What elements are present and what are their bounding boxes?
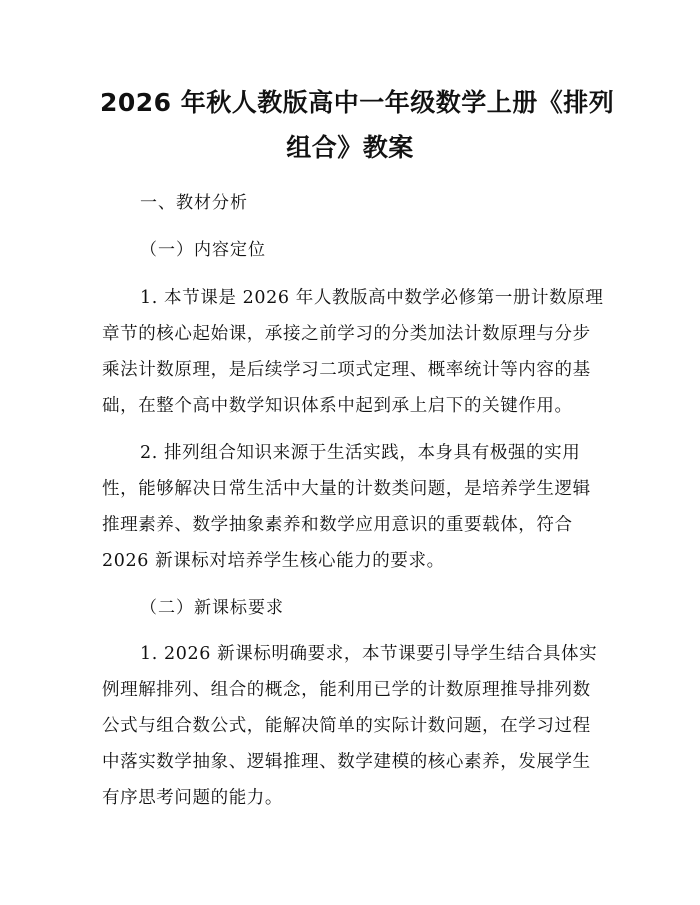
document-title-line-2: 组合》教案 bbox=[286, 133, 414, 162]
paragraph-line: 公式与组合数公式，能解决简单的实际计数问题，在学习过程 bbox=[102, 716, 591, 736]
paragraph-line: 2026 新课标对培养学生核心能力的要求。 bbox=[102, 551, 445, 571]
paragraph-line: 性，能够解决日常生活中大量的计数类问题，是培养学生逻辑 bbox=[102, 479, 591, 499]
paragraph-line: 乘法计数原理，是后续学习二项式定理、概率统计等内容的基 bbox=[102, 360, 591, 380]
subsection-heading-new-curriculum-requirements: （二）新课标要求 bbox=[140, 598, 284, 618]
paragraph-line: 1. 2026 新课标明确要求，本节课要引导学生结合具体实 bbox=[140, 644, 598, 664]
paragraph-line: 1. 本节课是 2026 年人教版高中数学必修第一册计数原理 bbox=[140, 288, 604, 308]
document-title-line-1: 2026 年秋人教版高中一年级数学上册《排列 bbox=[100, 88, 615, 117]
paragraph-line: 中落实数学抽象、逻辑推理、数学建模的核心素养，发展学生 bbox=[102, 752, 591, 772]
subsection-heading-content-positioning: （一）内容定位 bbox=[140, 240, 266, 260]
paragraph-line: 推理素养、数学抽象素养和数学应用意识的重要载体，符合 bbox=[102, 515, 573, 535]
paragraph-line: 章节的核心起始课，承接之前学习的分类加法计数原理与分步 bbox=[102, 324, 591, 344]
section-heading-teaching-material-analysis: 一、教材分析 bbox=[140, 193, 248, 213]
paragraph-line: 2. 排列组合知识来源于生活实践，本身具有极强的实用 bbox=[140, 443, 581, 463]
paragraph-line: 础，在整个高中数学知识体系中起到承上启下的关键作用。 bbox=[102, 396, 573, 416]
paragraph-line: 例理解排列、组合的概念，能利用已学的计数原理推导排列数 bbox=[102, 680, 591, 700]
paragraph-line: 有序思考问题的能力。 bbox=[102, 788, 283, 808]
